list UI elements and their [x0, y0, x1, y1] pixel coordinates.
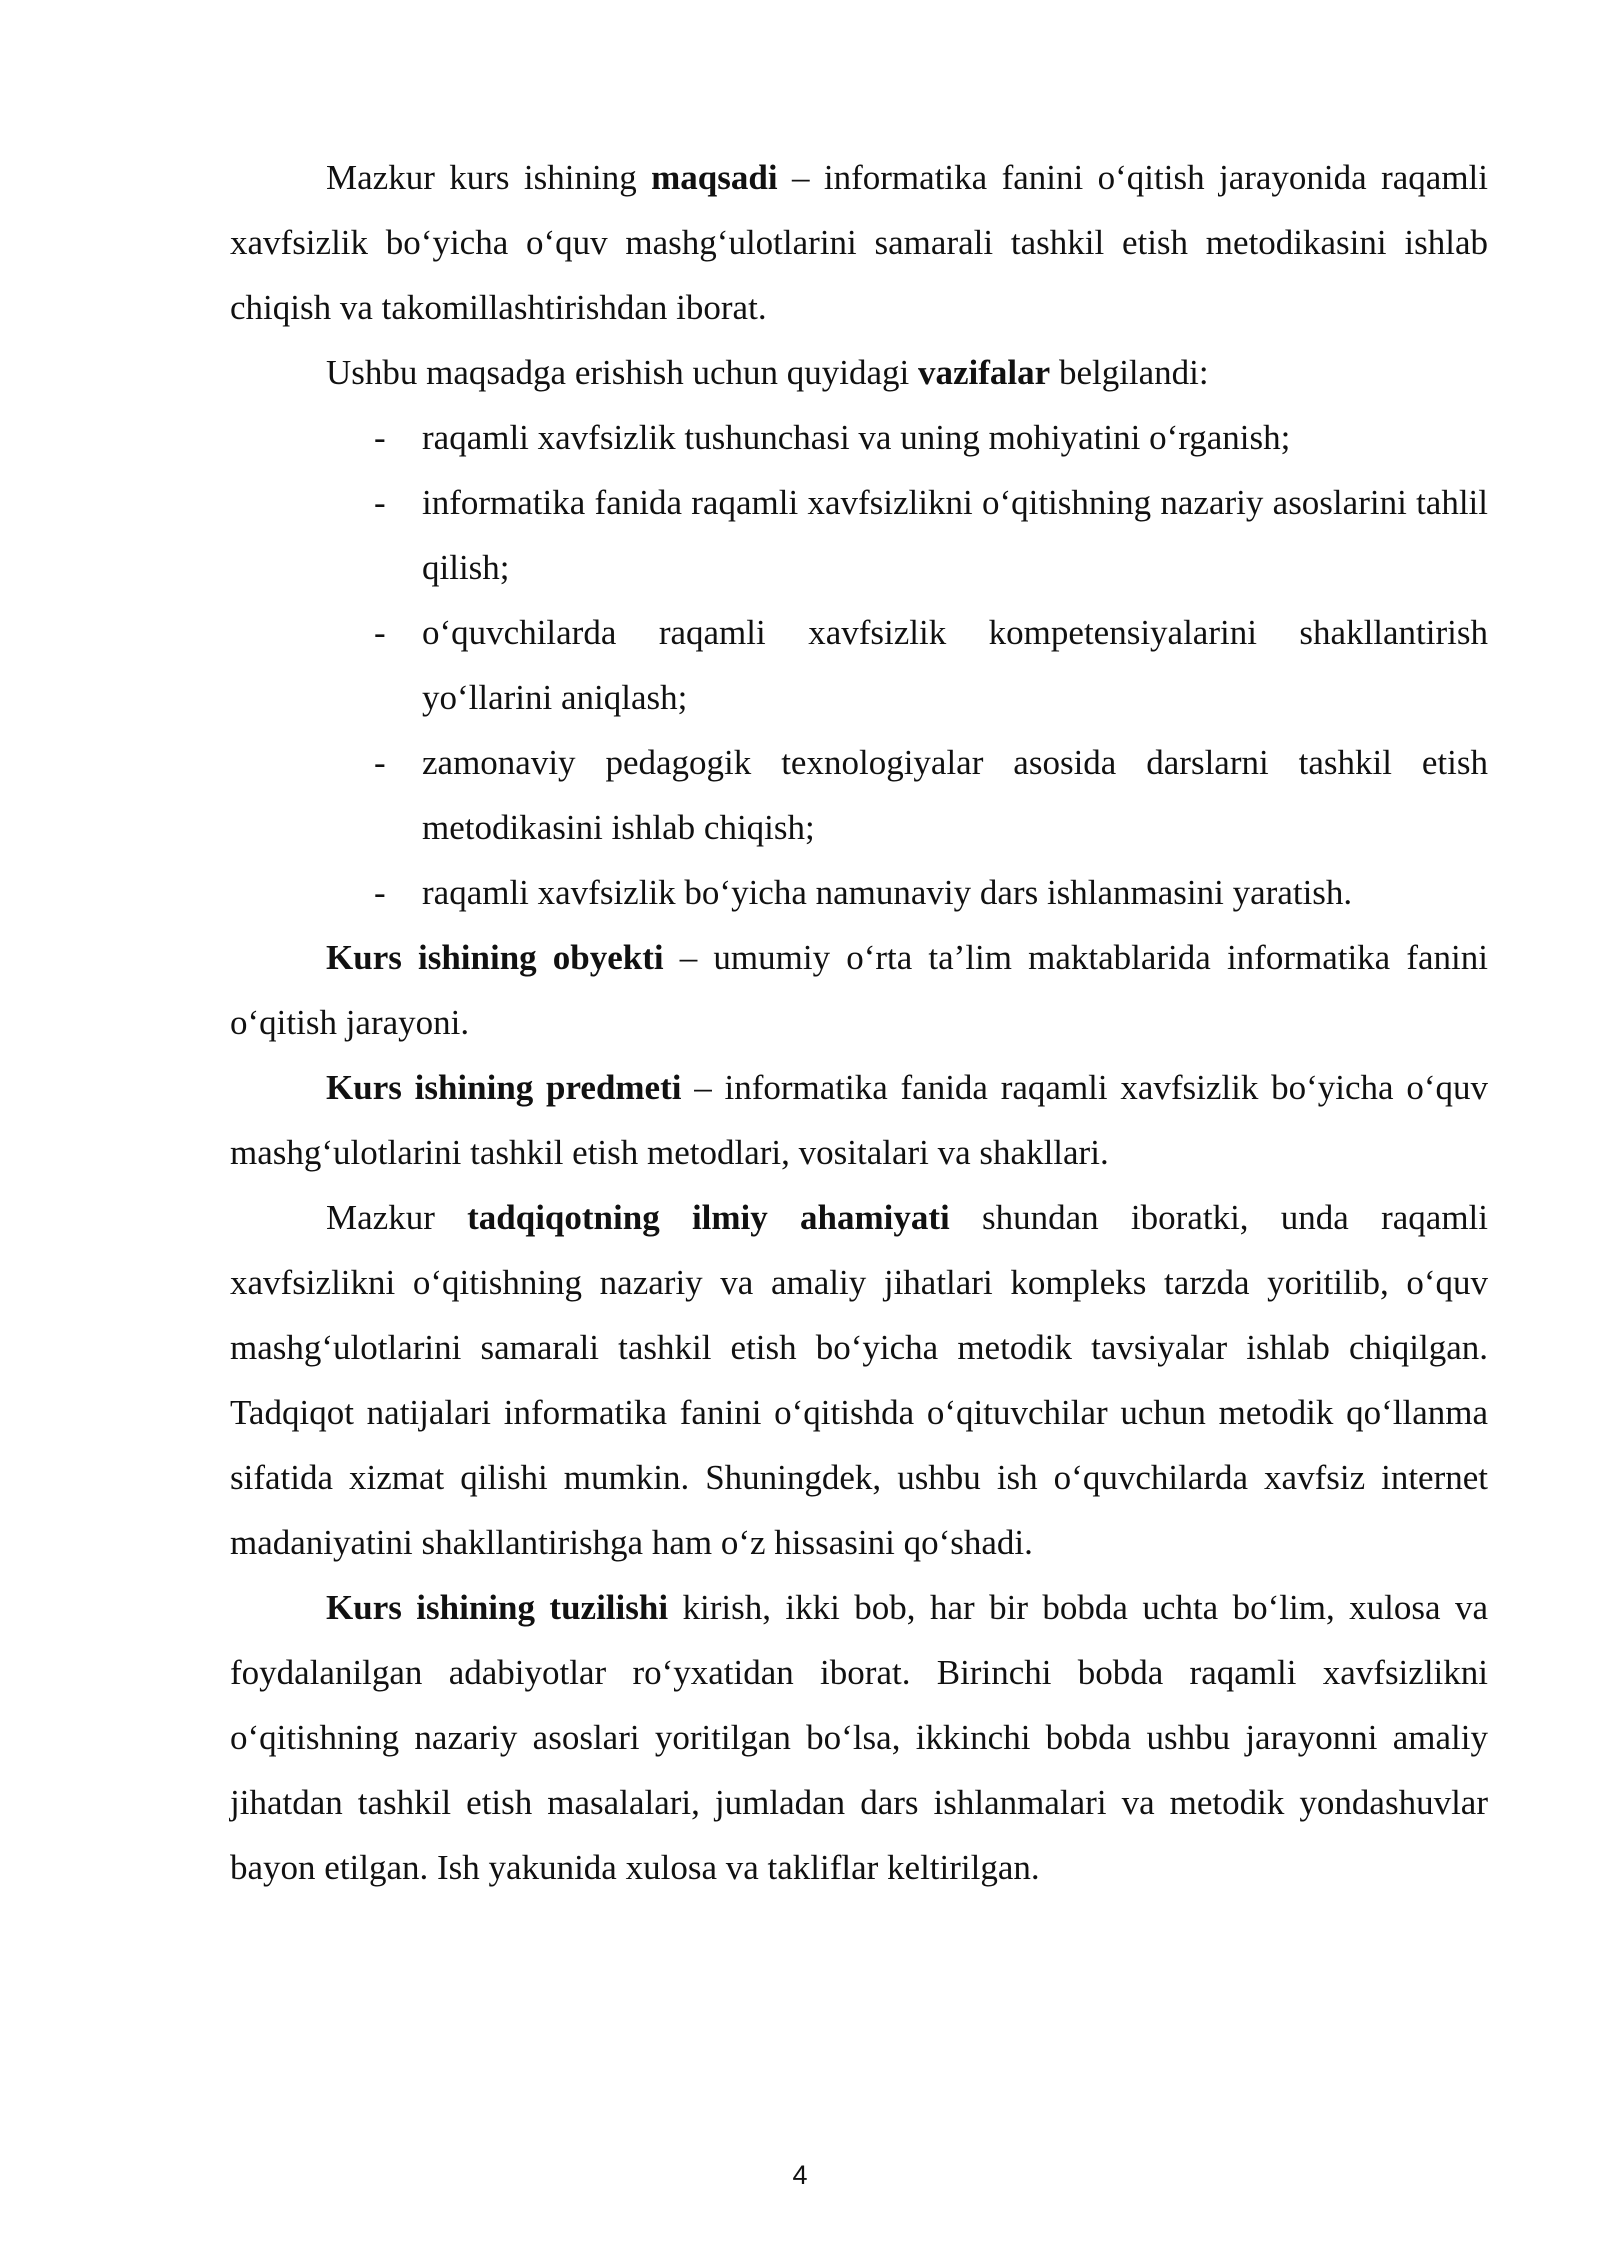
subject-text: – informatika fanida raqamli xavfsizlik bo‘yicha o‘quv mashg‘ulotlarini tashkil etish metodlari, vositalari va shakllari. — [230, 1068, 1488, 1172]
tasks-list — [230, 405, 1488, 925]
significance-text: shundan iboratki, unda raqamli xavfsizlikni o‘qitishning nazariy va amaliy jihatlari kompleks tarzda yoritilib, o‘quv mashg‘ulotlarini samarali tashkil etish bo‘yicha metodik tavsiyalar ishlab chiqilgan. Tadqiqot natijalari informatika fanini o‘qitishda o‘qituvchilar uchun metodik qo‘llanma sifatida xizmat qilishi mumkin. Shuningdek, ushbu ish o‘quvchilarda xavfsiz internet madaniyatini shakllantirishga ham o‘z hissasini qo‘shadi. — [230, 1198, 1488, 1562]
task-item — [230, 600, 1488, 730]
object-paragraph — [230, 925, 1488, 1055]
tasks-outro: belgilandi: — [1050, 353, 1209, 392]
task-item — [230, 470, 1488, 600]
aim-term: maqsadi — [651, 158, 778, 197]
page-number: 4 — [792, 2160, 808, 2190]
significance-intro: Mazkur — [326, 1198, 468, 1237]
task-text: zamonaviy pedagogik texnologiyalar asosida darslarni tashkil etish metodikasini ishlab chiqish; — [422, 743, 1488, 847]
structure-paragraph — [230, 1575, 1488, 1900]
tasks-intro: Ushbu maqsadga erishish uchun quyidagi — [326, 353, 918, 392]
significance-term: tadqiqotning ilmiy ahamiyati — [467, 1198, 950, 1237]
task-item — [230, 860, 1488, 925]
subject-term: Kurs ishining predmeti — [326, 1068, 682, 1107]
subject-paragraph — [230, 1055, 1488, 1185]
task-item — [230, 730, 1488, 860]
bullet-dash: - — [374, 483, 386, 522]
structure-text: kirish, ikki bob, har bir bobda uchta bo‘lim, xulosa va foydalanilgan adabiyotlar ro‘yxatidan iborat. Birinchi bobda raqamli xavfsizlikni o‘qitishning nazariy asoslari yoritilgan bo‘lsa, ikkinchi bobda ushbu jarayonni amaliy jihatdan tashkil etish masalalari, jumladan dars ishlanmalari va metodik yondashuvlar bayon etilgan. Ish yakunida xulosa va takliflar keltirilgan. — [230, 1588, 1489, 1887]
aim-intro: Mazkur kurs ishining — [326, 158, 652, 197]
object-term: Kurs ishining obyekti — [326, 938, 664, 977]
document-page — [230, 145, 1488, 1900]
structure-term: Kurs ishining tuzilishi — [326, 1588, 669, 1627]
tasks-intro-paragraph — [230, 340, 1488, 405]
task-text: informatika fanida raqamli xavfsizlikni o‘qitishning nazariy asoslarini tahlil qilish; — [422, 483, 1488, 587]
task-text: raqamli xavfsizlik tushunchasi va uning mohiyatini o‘rganish; — [422, 418, 1291, 457]
bullet-dash: - — [374, 743, 386, 782]
aim-paragraph — [230, 145, 1488, 340]
bullet-dash: - — [374, 418, 386, 457]
tasks-term: vazifalar — [918, 353, 1051, 392]
task-text: raqamli xavfsizlik bo‘yicha namunaviy dars ishlanmasini yaratish. — [422, 873, 1353, 912]
aim-text: – informatika fanini o‘qitish jarayonida raqamli xavfsizlik bo‘yicha o‘quv mashg‘ulotlarini samarali tashkil etish metodikasini ishlab chiqish va takomillashtirishdan iborat. — [230, 158, 1488, 327]
bullet-dash: - — [374, 613, 386, 652]
object-text: – umumiy o‘rta ta’lim maktablarida informatika fanini o‘qitish jarayoni. — [230, 938, 1488, 1042]
task-item — [230, 405, 1488, 470]
bullet-dash: - — [374, 873, 386, 912]
task-text: o‘quvchilarda raqamli xavfsizlik kompetensiyalarini shakllantirish yo‘llarini aniqlash; — [422, 613, 1488, 717]
significance-paragraph — [230, 1185, 1488, 1575]
